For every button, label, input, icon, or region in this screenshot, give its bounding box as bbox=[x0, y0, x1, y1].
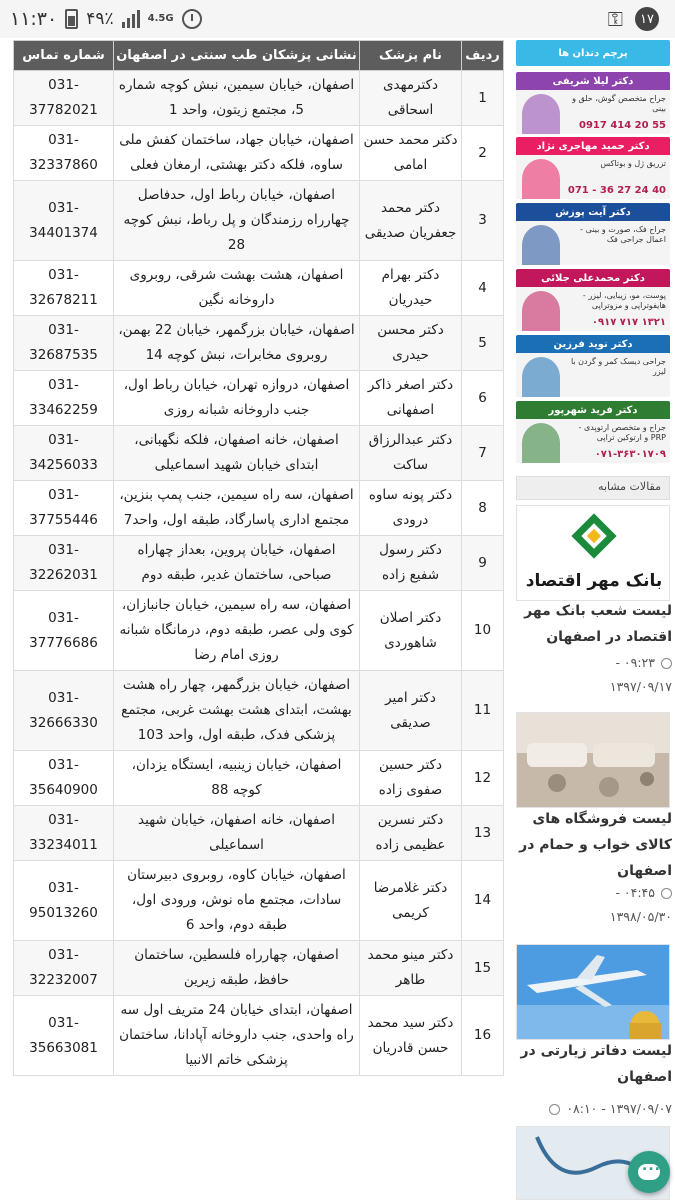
ad-banner-5[interactable] bbox=[516, 269, 670, 331]
battery-percent: ۴۹٪ bbox=[86, 9, 114, 29]
cell-name: دکترمهدی اسحاقی bbox=[360, 71, 462, 126]
cell-name: دکتر سید محمد حسن قادریان bbox=[360, 996, 462, 1076]
cell-name: دکتر محمد حسن امامی bbox=[360, 126, 462, 181]
related-card-date-2: ۱۳۹۸/۰۵/۳۰ bbox=[609, 909, 672, 924]
table-row bbox=[14, 426, 504, 481]
ad-subtitle: جراح و متخصص ارتوپدی - PRP و ارتوکین تراپی bbox=[578, 423, 666, 442]
notification-count-badge: ۱۷ bbox=[635, 7, 659, 31]
related-card-image-1[interactable] bbox=[516, 505, 670, 601]
cell-name: دکتر اصلان شاهوردی bbox=[360, 591, 462, 671]
cell-name: دکتر حسین صفوی زاده bbox=[360, 751, 462, 806]
cell-num: 2 bbox=[462, 126, 504, 181]
doctor-portrait-icon bbox=[522, 357, 560, 397]
bedding-photo-icon bbox=[517, 713, 670, 808]
table-header-row bbox=[14, 41, 504, 71]
related-card-image-3[interactable] bbox=[516, 944, 670, 1040]
table-row bbox=[14, 71, 504, 126]
cell-phone: 031-37776686 bbox=[14, 591, 114, 671]
bank-logo-icon bbox=[517, 506, 670, 601]
cell-num: 15 bbox=[462, 941, 504, 996]
cell-num: 14 bbox=[462, 861, 504, 941]
alarm-icon bbox=[182, 9, 202, 29]
cell-address: اصفهان، خیابان پروین، بعداز چهاراه صباحی، ساختمان غدیر، طبقه دوم bbox=[114, 536, 360, 591]
header-name: نام پزشک bbox=[360, 41, 462, 71]
ad-subtitle: تزریق ژل و بوتاکس bbox=[600, 159, 666, 168]
ad-title: دکتر آیت پوزش bbox=[516, 203, 670, 221]
doctor-portrait-icon bbox=[522, 225, 560, 265]
ad-subtitle: جراح فک، صورت و بینی - اعمال جراحی فک bbox=[580, 225, 666, 244]
ad-banner-1[interactable] bbox=[516, 40, 670, 66]
ad-phone: 071 - 36 27 24 40 bbox=[567, 185, 666, 196]
cell-phone: 031-35663081 bbox=[14, 996, 114, 1076]
ad-banner-4[interactable] bbox=[516, 203, 670, 265]
table-row bbox=[14, 536, 504, 591]
header-address: نشانی پزشکان طب سنتی در اصفهان bbox=[114, 41, 360, 71]
cell-name: دکتر محمد جعفریان صدیقی bbox=[360, 181, 462, 261]
cell-address: اصفهان، خیابان زینبیه، ایستگاه یزدان، کوچه 88 bbox=[114, 751, 360, 806]
doctor-portrait-icon bbox=[522, 159, 560, 199]
cell-phone: 031-37782021 bbox=[14, 71, 114, 126]
ad-title: دکتر لیلا شریفی bbox=[516, 72, 670, 90]
ad-banner-3[interactable] bbox=[516, 137, 670, 199]
cell-phone: 031-34401374 bbox=[14, 181, 114, 261]
status-time: ۱۱:۳۰ bbox=[10, 8, 58, 30]
network-type: 4.5G bbox=[147, 13, 174, 24]
ad-title: دکتر نوید فرزین bbox=[516, 335, 670, 353]
sidebar bbox=[514, 40, 672, 1200]
table-row bbox=[14, 751, 504, 806]
cell-address: اصفهان، خیابان جهاد، ساختمان کفش ملی ساوه، فلکه دکتر بهشتی، ارمغان فعلی bbox=[114, 126, 360, 181]
related-card-title-3[interactable]: لیست دفاتر زیارتی در اصفهان bbox=[520, 1043, 672, 1085]
cell-name: دکتر پونه ساوه درودی bbox=[360, 481, 462, 536]
table-row bbox=[14, 481, 504, 536]
status-right bbox=[608, 6, 659, 32]
cell-num: 6 bbox=[462, 371, 504, 426]
header-phone: شماره تماس bbox=[14, 41, 114, 71]
clock-icon bbox=[549, 1104, 560, 1115]
cell-num: 11 bbox=[462, 671, 504, 751]
airplane-photo-icon bbox=[517, 945, 670, 1040]
cell-phone: 031-32666330 bbox=[14, 671, 114, 751]
related-card-datetime-3: ۱۳۹۷/۰۹/۰۷ - ۰۸:۱۰ bbox=[514, 1096, 672, 1122]
ad-title: دکتر محمدعلی جلائی bbox=[516, 269, 670, 287]
cell-address: اصفهان، خیابان بزرگمهر، خیابان 22 بهمن، روبروی مخابرات، نبش کوچه 14 bbox=[114, 316, 360, 371]
status-left bbox=[10, 6, 202, 32]
cell-address: اصفهان، خیابان سیمین، نبش کوچه شماره 5، مجتمع زیتون، واحد 1 bbox=[114, 71, 360, 126]
ad-subtitle: پرچم دندان ها bbox=[558, 47, 628, 59]
cell-address: اصفهان، هشت بهشت شرقی، روبروی داروخانه نگین bbox=[114, 261, 360, 316]
related-card-date-1: ۱۳۹۷/۰۹/۱۷ bbox=[609, 679, 672, 694]
ad-body bbox=[516, 353, 670, 397]
header-num: ردیف bbox=[462, 41, 504, 71]
cell-phone: 031-33234011 bbox=[14, 806, 114, 861]
cell-phone: 031-33462259 bbox=[14, 371, 114, 426]
ad-banner-2[interactable] bbox=[516, 72, 670, 134]
cell-num: 8 bbox=[462, 481, 504, 536]
battery-icon bbox=[65, 9, 78, 29]
cell-phone: 031-32678211 bbox=[14, 261, 114, 316]
ad-phone: ۰۹۱۷ ۷۱۷ ۱۳۲۱ bbox=[591, 317, 666, 328]
table-row bbox=[14, 316, 504, 371]
cell-address: اصفهان، ابتدای خیابان 24 متریف اول سه راه واحدی، جنب داروخانه آپادانا، ساختمان پزشکی خاتم الانبیا bbox=[114, 996, 360, 1076]
table-row bbox=[14, 806, 504, 861]
signal-icon bbox=[122, 10, 140, 28]
table-row bbox=[14, 996, 504, 1076]
cell-address: اصفهان، خیابان بزرگمهر، چهار راه هشت بهشت، ابتدای هشت بهشت غربی، مجتمع پزشکی فدک، طبقه اول، واحد 103 bbox=[114, 671, 360, 751]
chat-bubble-icon bbox=[638, 1164, 660, 1180]
cell-num: 3 bbox=[462, 181, 504, 261]
cell-phone: 031-34256033 bbox=[14, 426, 114, 481]
ad-body bbox=[516, 419, 670, 463]
cell-name: دکتر مینو محمد طاهر bbox=[360, 941, 462, 996]
related-card-time-1: ۰۹:۲۳ - bbox=[514, 650, 672, 676]
cell-phone: 031-32337860 bbox=[14, 126, 114, 181]
bank-logo-text: بانک مهر اقتصاد bbox=[525, 571, 663, 591]
ad-phone: ۰۷۱-۳۶۳۰۱۷۰۹ bbox=[594, 449, 666, 460]
cell-num: 13 bbox=[462, 806, 504, 861]
cell-address: اصفهان، چهارراه فلسطین، ساختمان حافظ، طبقه زیرین bbox=[114, 941, 360, 996]
ad-body bbox=[516, 221, 670, 265]
table-row bbox=[14, 941, 504, 996]
table-row bbox=[14, 861, 504, 941]
cell-address: اصفهان، سه راه سیمین، جنب پمپ بنزین، مجتمع اداری پاسارگاد، طبقه اول، واحد7 bbox=[114, 481, 360, 536]
cell-address: اصفهان، سه راه سیمین، خیابان جانبازان، کوی ولی عصر، طبقه دوم، درمانگاه شبانه روزی امام رضا bbox=[114, 591, 360, 671]
clock-icon bbox=[661, 888, 672, 899]
cell-name: دکتر امیر صدیقی bbox=[360, 671, 462, 751]
cell-phone: 031-95013260 bbox=[14, 861, 114, 941]
related-card-image-2[interactable] bbox=[516, 712, 670, 808]
table-row bbox=[14, 181, 504, 261]
cell-address: اصفهان، خیابان رباط اول، حدفاصل چهارراه رزمندگان و پل رباط، نبش کوچه 28 bbox=[114, 181, 360, 261]
ad-banner-7[interactable] bbox=[516, 401, 670, 463]
cell-phone: 031-32232007 bbox=[14, 941, 114, 996]
cell-num: 12 bbox=[462, 751, 504, 806]
cell-phone: 031-37755446 bbox=[14, 481, 114, 536]
related-card-title-1[interactable]: لیست شعب بانک مهر اقتصاد در اصفهان bbox=[524, 603, 672, 645]
doctors-table bbox=[13, 40, 504, 1076]
table-row bbox=[14, 591, 504, 671]
key-icon: ⚿ bbox=[607, 7, 623, 31]
table-row bbox=[14, 371, 504, 426]
ad-body bbox=[516, 90, 670, 134]
clock-icon bbox=[661, 658, 672, 669]
cell-num: 1 bbox=[462, 71, 504, 126]
ad-body bbox=[516, 155, 670, 199]
cell-address: اصفهان، خانه اصفهان، فلکه نگهبانی، ابتدای خیابان شهید اسماعیلی bbox=[114, 426, 360, 481]
cell-phone: 031-35640900 bbox=[14, 751, 114, 806]
doctor-portrait-icon bbox=[522, 423, 560, 463]
cell-phone: 031-32262031 bbox=[14, 536, 114, 591]
cell-phone: 031-32687535 bbox=[14, 316, 114, 371]
chat-button[interactable] bbox=[628, 1151, 670, 1193]
doctor-portrait-icon bbox=[522, 94, 560, 134]
ad-banner-6[interactable] bbox=[516, 335, 670, 397]
table-row bbox=[14, 671, 504, 751]
related-card-title-2[interactable]: لیست فروشگاه های کالای خواب و حمام در اصفهان bbox=[519, 811, 672, 879]
cell-name: دکتر محسن حیدری bbox=[360, 316, 462, 371]
cell-num: 5 bbox=[462, 316, 504, 371]
ad-phone: 0917 414 20 55 bbox=[579, 120, 666, 131]
ad-body bbox=[516, 287, 670, 331]
cell-address: اصفهان، خیابان کاوه، روبروی دبیرستان سادات، مجتمع ماه نوش، ورودی اول، طبقه دوم، واحد 6 bbox=[114, 861, 360, 941]
cell-num: 9 bbox=[462, 536, 504, 591]
cell-num: 4 bbox=[462, 261, 504, 316]
cell-name: دکتر اصغر ذاکر اصفهانی bbox=[360, 371, 462, 426]
status-bar bbox=[0, 0, 675, 38]
ad-title: دکتر حمید مهاجری نژاد bbox=[516, 137, 670, 155]
ad-title: دکتر فرید شهرپور bbox=[516, 401, 670, 419]
cell-address: اصفهان، خانه اصفهان، خیابان شهید اسماعیلی bbox=[114, 806, 360, 861]
ad-subtitle: پوست، مو، زیبایی، لیزر - هایفوتراپی و مزوتراپی bbox=[582, 291, 666, 310]
cell-num: 10 bbox=[462, 591, 504, 671]
table-row bbox=[14, 126, 504, 181]
table-body bbox=[14, 71, 504, 1076]
cell-name: دکتر غلامرضا کریمی bbox=[360, 861, 462, 941]
cell-name: دکتر رسول شفیع زاده bbox=[360, 536, 462, 591]
related-articles-title: مقالات مشابه bbox=[516, 476, 670, 500]
ad-subtitle: جراح متخصص گوش، حلق و بینی bbox=[572, 94, 666, 113]
ad-subtitle: جراحی دیسک کمر و گردن با لیزر bbox=[570, 357, 666, 376]
doctor-portrait-icon bbox=[522, 291, 560, 331]
cell-name: دکتر بهرام حیدریان bbox=[360, 261, 462, 316]
doctors-table-container bbox=[14, 40, 504, 1076]
cell-num: 16 bbox=[462, 996, 504, 1076]
cell-name: دکتر نسرین عظیمی زاده bbox=[360, 806, 462, 861]
cell-name: دکتر عبدالرزاق ساکت bbox=[360, 426, 462, 481]
related-card-time-2: ۰۴:۴۵ - bbox=[514, 880, 672, 906]
cell-address: اصفهان، دروازه تهران، خیابان رباط اول، جنب داروخانه شبانه روزی bbox=[114, 371, 360, 426]
cell-num: 7 bbox=[462, 426, 504, 481]
table-row bbox=[14, 261, 504, 316]
